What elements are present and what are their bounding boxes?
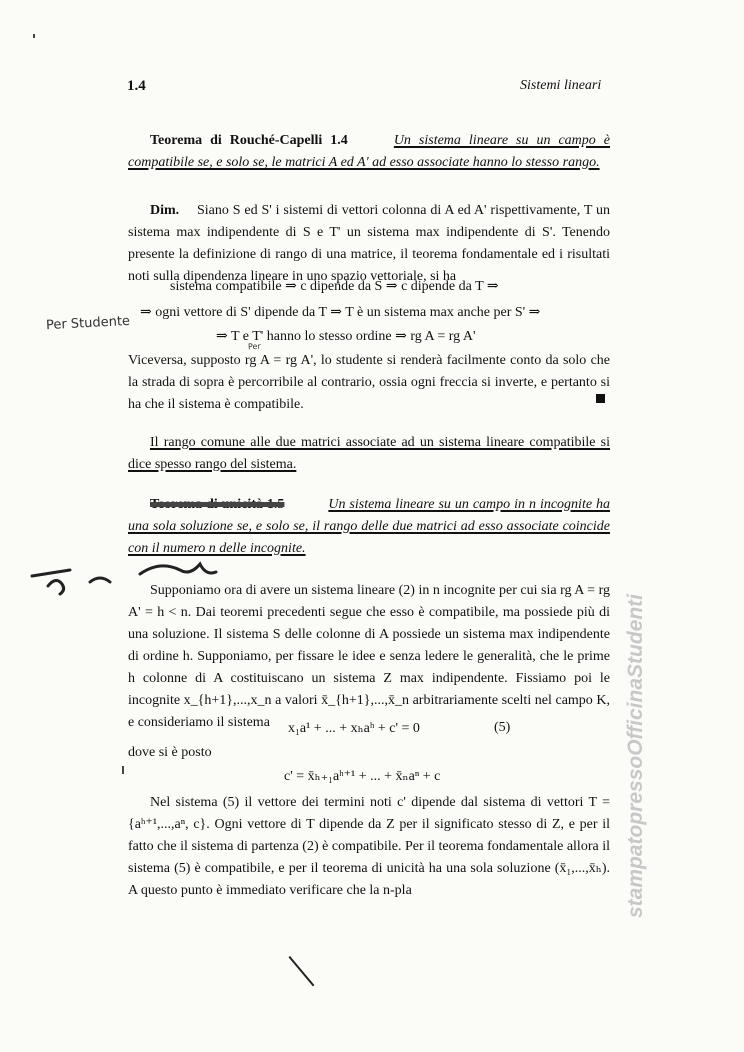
theorem-1-5 <box>128 494 610 560</box>
equation-5-number: (5) <box>494 720 511 735</box>
speck-mark <box>33 34 35 38</box>
theorem-1-5-label: Teorema di unicità 1.5 <box>150 497 285 512</box>
pen-stroke <box>288 956 314 986</box>
speck-mark <box>122 766 124 774</box>
where-label: dove si è posto <box>128 745 212 760</box>
proof-1-5-paragraph-2: Nel sistema (5) il vettore dei termini noti c' dipende dal sistema di vettori T = {aʰ⁺¹,...,aⁿ, c}. Ogni vettore di T dipende da Z per il significato stesso di Z, e per il fatto che il sistema di partenza (2) è compatibile. Per il teorema fondamentale allora il sistema (5) è compatibile, e per il teorema di unicità ha una sola soluzione (x̄₁,...,x̄ₕ). A questo punto è immediato verificare che la n-pla <box>128 795 610 898</box>
handwritten-note-2: Per <box>247 341 261 352</box>
section-number: 1.4 <box>127 78 146 94</box>
equation-5: x₁a¹ + ... + xₕaʰ + c' = 0 <box>288 721 420 736</box>
watermark-text: stampatopressoOfficinaStudenti <box>624 593 647 918</box>
implication-chain-3: ⇒ T e T' hanno lo stesso ordine ⇒ rg A = rg A' <box>216 329 476 344</box>
implication-chain-2: ⇒ ogni vettore di S' dipende da T ⇒ T è un sistema max anche per S' ⇒ <box>140 305 541 320</box>
proof-conclusion: Viceversa, supposto rg A = rg A', lo studente si renderà facilmente conto da solo che la strada di sopra è percorribile al contrario, ossia ogni freccia si inverte, e pertanto si ha che il sistema è compatibile. <box>128 353 610 412</box>
equation-c-prime: c' = x̄ₕ₊₁aʰ⁺¹ + ... + x̄ₙaⁿ + c <box>284 769 441 784</box>
rank-definition: Il rango comune alle due matrici associate ad un sistema lineare compatibile si dice spesso rango del sistema. <box>128 435 610 472</box>
qed-square <box>596 394 605 403</box>
proof-1-4 <box>128 200 610 288</box>
proof-label: Dim. <box>150 203 180 218</box>
theorem-1-4-label: Teorema di Rouché-Capelli 1.4 <box>150 133 348 148</box>
handwritten-note-1: Per Studente <box>45 313 131 334</box>
implication-chain-1: sistema compatibile ⇒ c dipende da S ⇒ c dipende da T ⇒ <box>170 279 499 294</box>
proof-1-5-paragraph: Supponiamo ora di avere un sistema lineare (2) in n incognite per cui sia rg A = rg A' = h < n. Dai teoremi precedenti segue che esso è compatibile, ma possiede più di una soluzione. Il sistema S delle colonne di A possiede un sistema max indipendente di ordine h. Supponiamo, per fissare le idee e senza ledere le generalità, che le prime h colonne di A costituiscano un sistema Z max indipendente. Fissiamo poi le incognite x_{h+1},...,x_n a valori x̄_{h+1},...,x̄_n arbitrariamente scelti nel campo K, e consideriamo il sistema <box>128 583 610 730</box>
theorem-1-5-statement: Un sistema lineare su un campo in n incognite ha una sola soluzione se, e solo se, il rango delle due matrici ad esso associate coincide con il numero n delle incognite. <box>128 497 611 556</box>
chapter-title: Sistemi lineari <box>520 78 602 93</box>
theorem-1-4 <box>128 130 610 174</box>
proof-text: Siano S ed S' i sistemi di vettori colonna di A ed A' rispettivamente, T un sistema max indipendente di S e T' un sistema max indipendente di S'. Tenendo presente la definizione di rango di una matrice, il teorema fondamentale ed i risultati noti sulla dipendenza lineare in uno spazio vettoriale, si ha <box>128 203 611 284</box>
theorem-1-4-statement: Un sistema lineare su un campo è compatibile se, e solo se, le matrici A ed A' ad esso associate hanno lo stesso rango. <box>128 133 611 170</box>
